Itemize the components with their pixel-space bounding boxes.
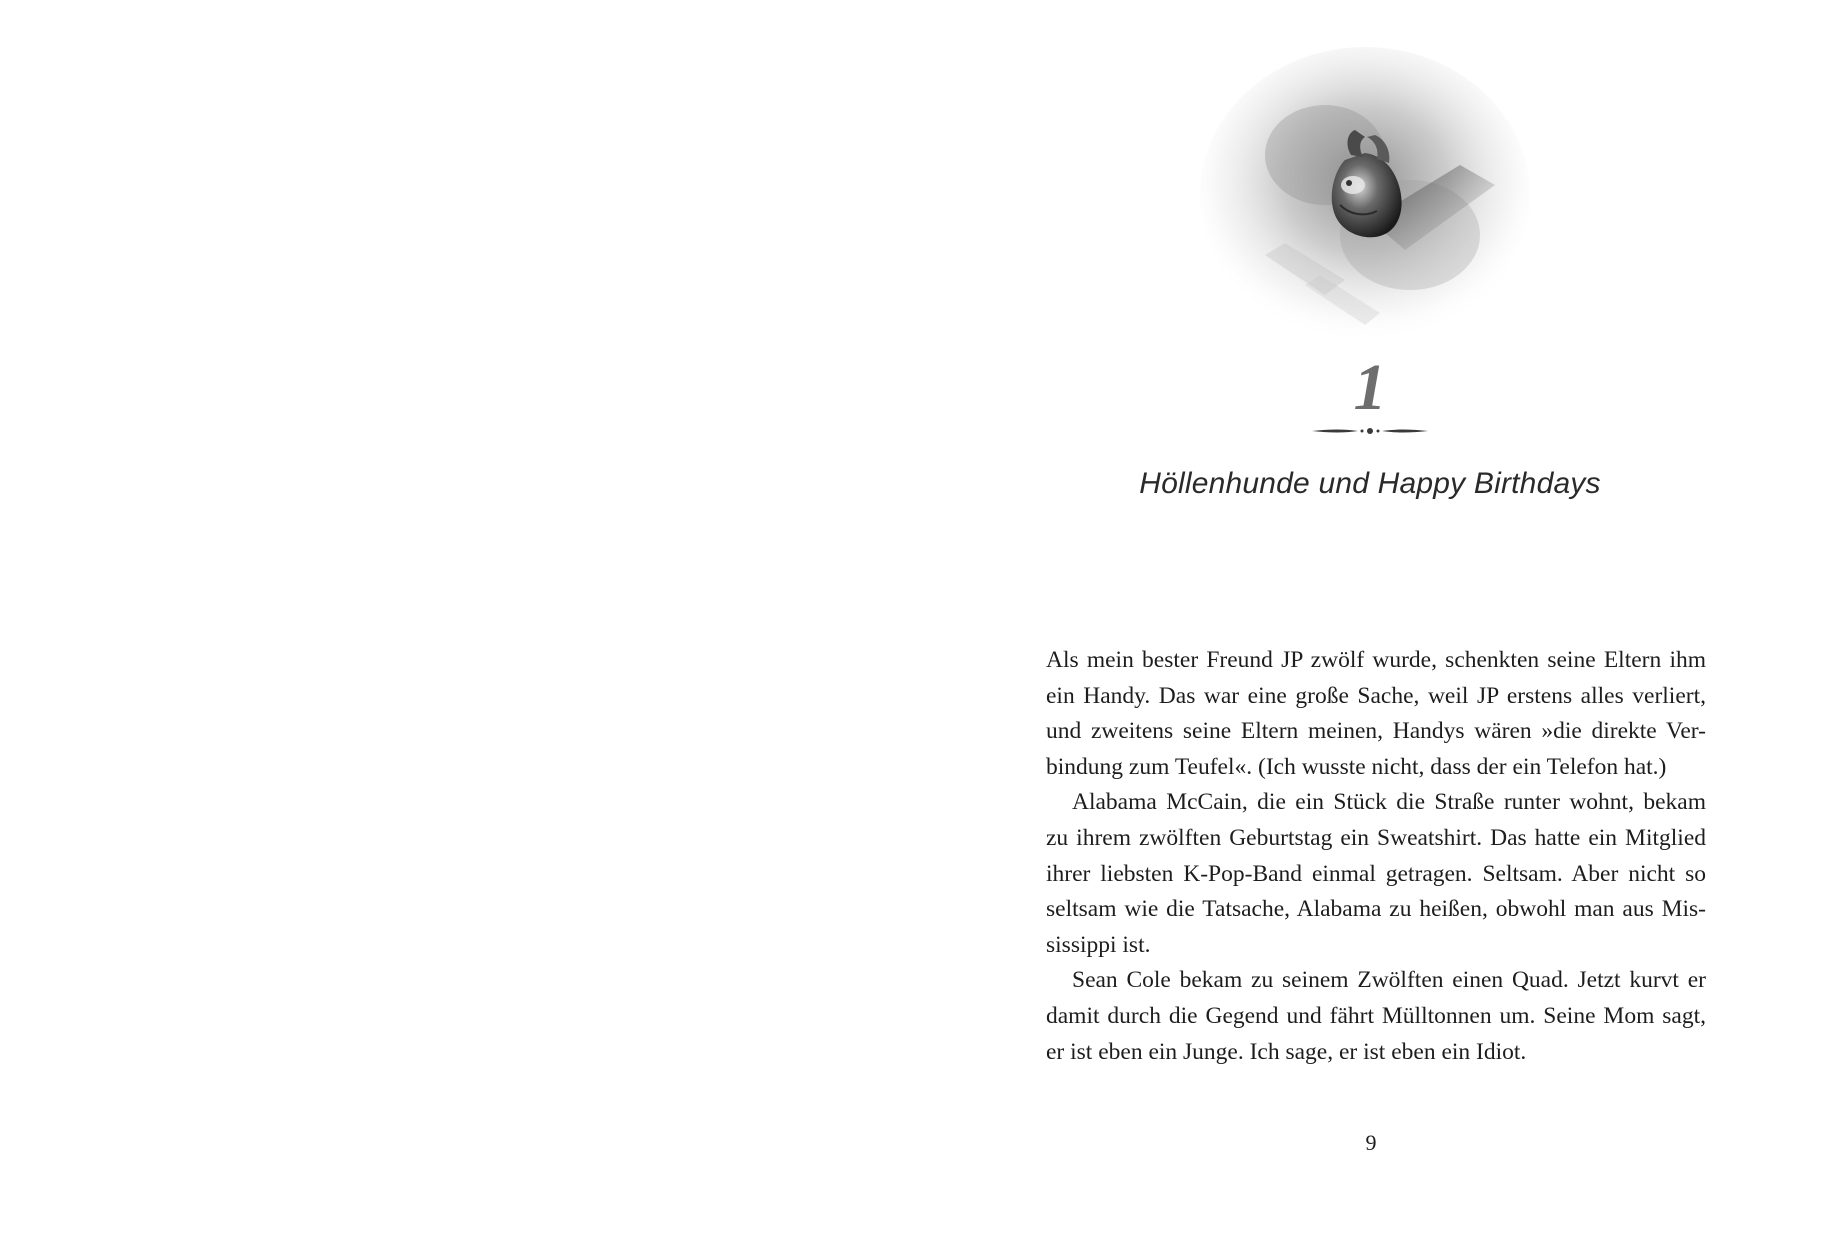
text-line: Als mein bester Freund JP zwölf wurde, schenkten seine Eltern ihm: [1046, 647, 1706, 673]
text-line: damit durch die Gegend und fährt Mülltonnen um. Seine Mom sagt,: [1046, 1002, 1706, 1029]
text-line: und zweitens seine Eltern meinen, Handys wären »die direkte Ver-: [1046, 718, 1706, 745]
chapter-number: 1: [1353, 351, 1387, 424]
text-line: ihrer liebsten K-Pop-Band einmal getragen. Seltsam. Aber nicht so: [1046, 860, 1706, 887]
text-line: sissippi ist.: [1046, 931, 1151, 958]
text-line: ein Handy. Das war eine große Sache, weil JP erstens alles verliert,: [1046, 682, 1706, 709]
acorn-bead-icon: [1195, 45, 1540, 350]
text-line: er ist eben ein Junge. Ich sage, er ist eben ein Idiot.: [1046, 1038, 1527, 1065]
text-line: Sean Cole bekam zu seinem Zwölften einen Quad. Jetzt kurvt er: [1072, 967, 1706, 994]
text-line: Alabama McCain, die ein Stück die Straße runter wohnt, bekam: [1072, 789, 1706, 816]
text-line: seltsam wie die Tatsache, Alabama zu heißen, obwohl man aus Mis-: [1046, 896, 1706, 923]
page-number: 9: [1365, 1130, 1377, 1155]
divider-ornament: [1310, 424, 1430, 438]
chapter-illustration: [1195, 45, 1540, 350]
left-page-blank: [0, 0, 915, 1241]
text-line: zu ihrem zwölften Geburtstag ein Sweatshirt. Das hatte ein Mitglied: [1046, 824, 1706, 851]
chapter-title: Höllenhunde und Happy Birthdays: [1139, 467, 1601, 500]
text-line: bindung zum Teufel«. (Ich wusste nicht, dass der ein Telefon hat.): [1046, 753, 1667, 780]
body-text: [1046, 643, 1706, 1070]
